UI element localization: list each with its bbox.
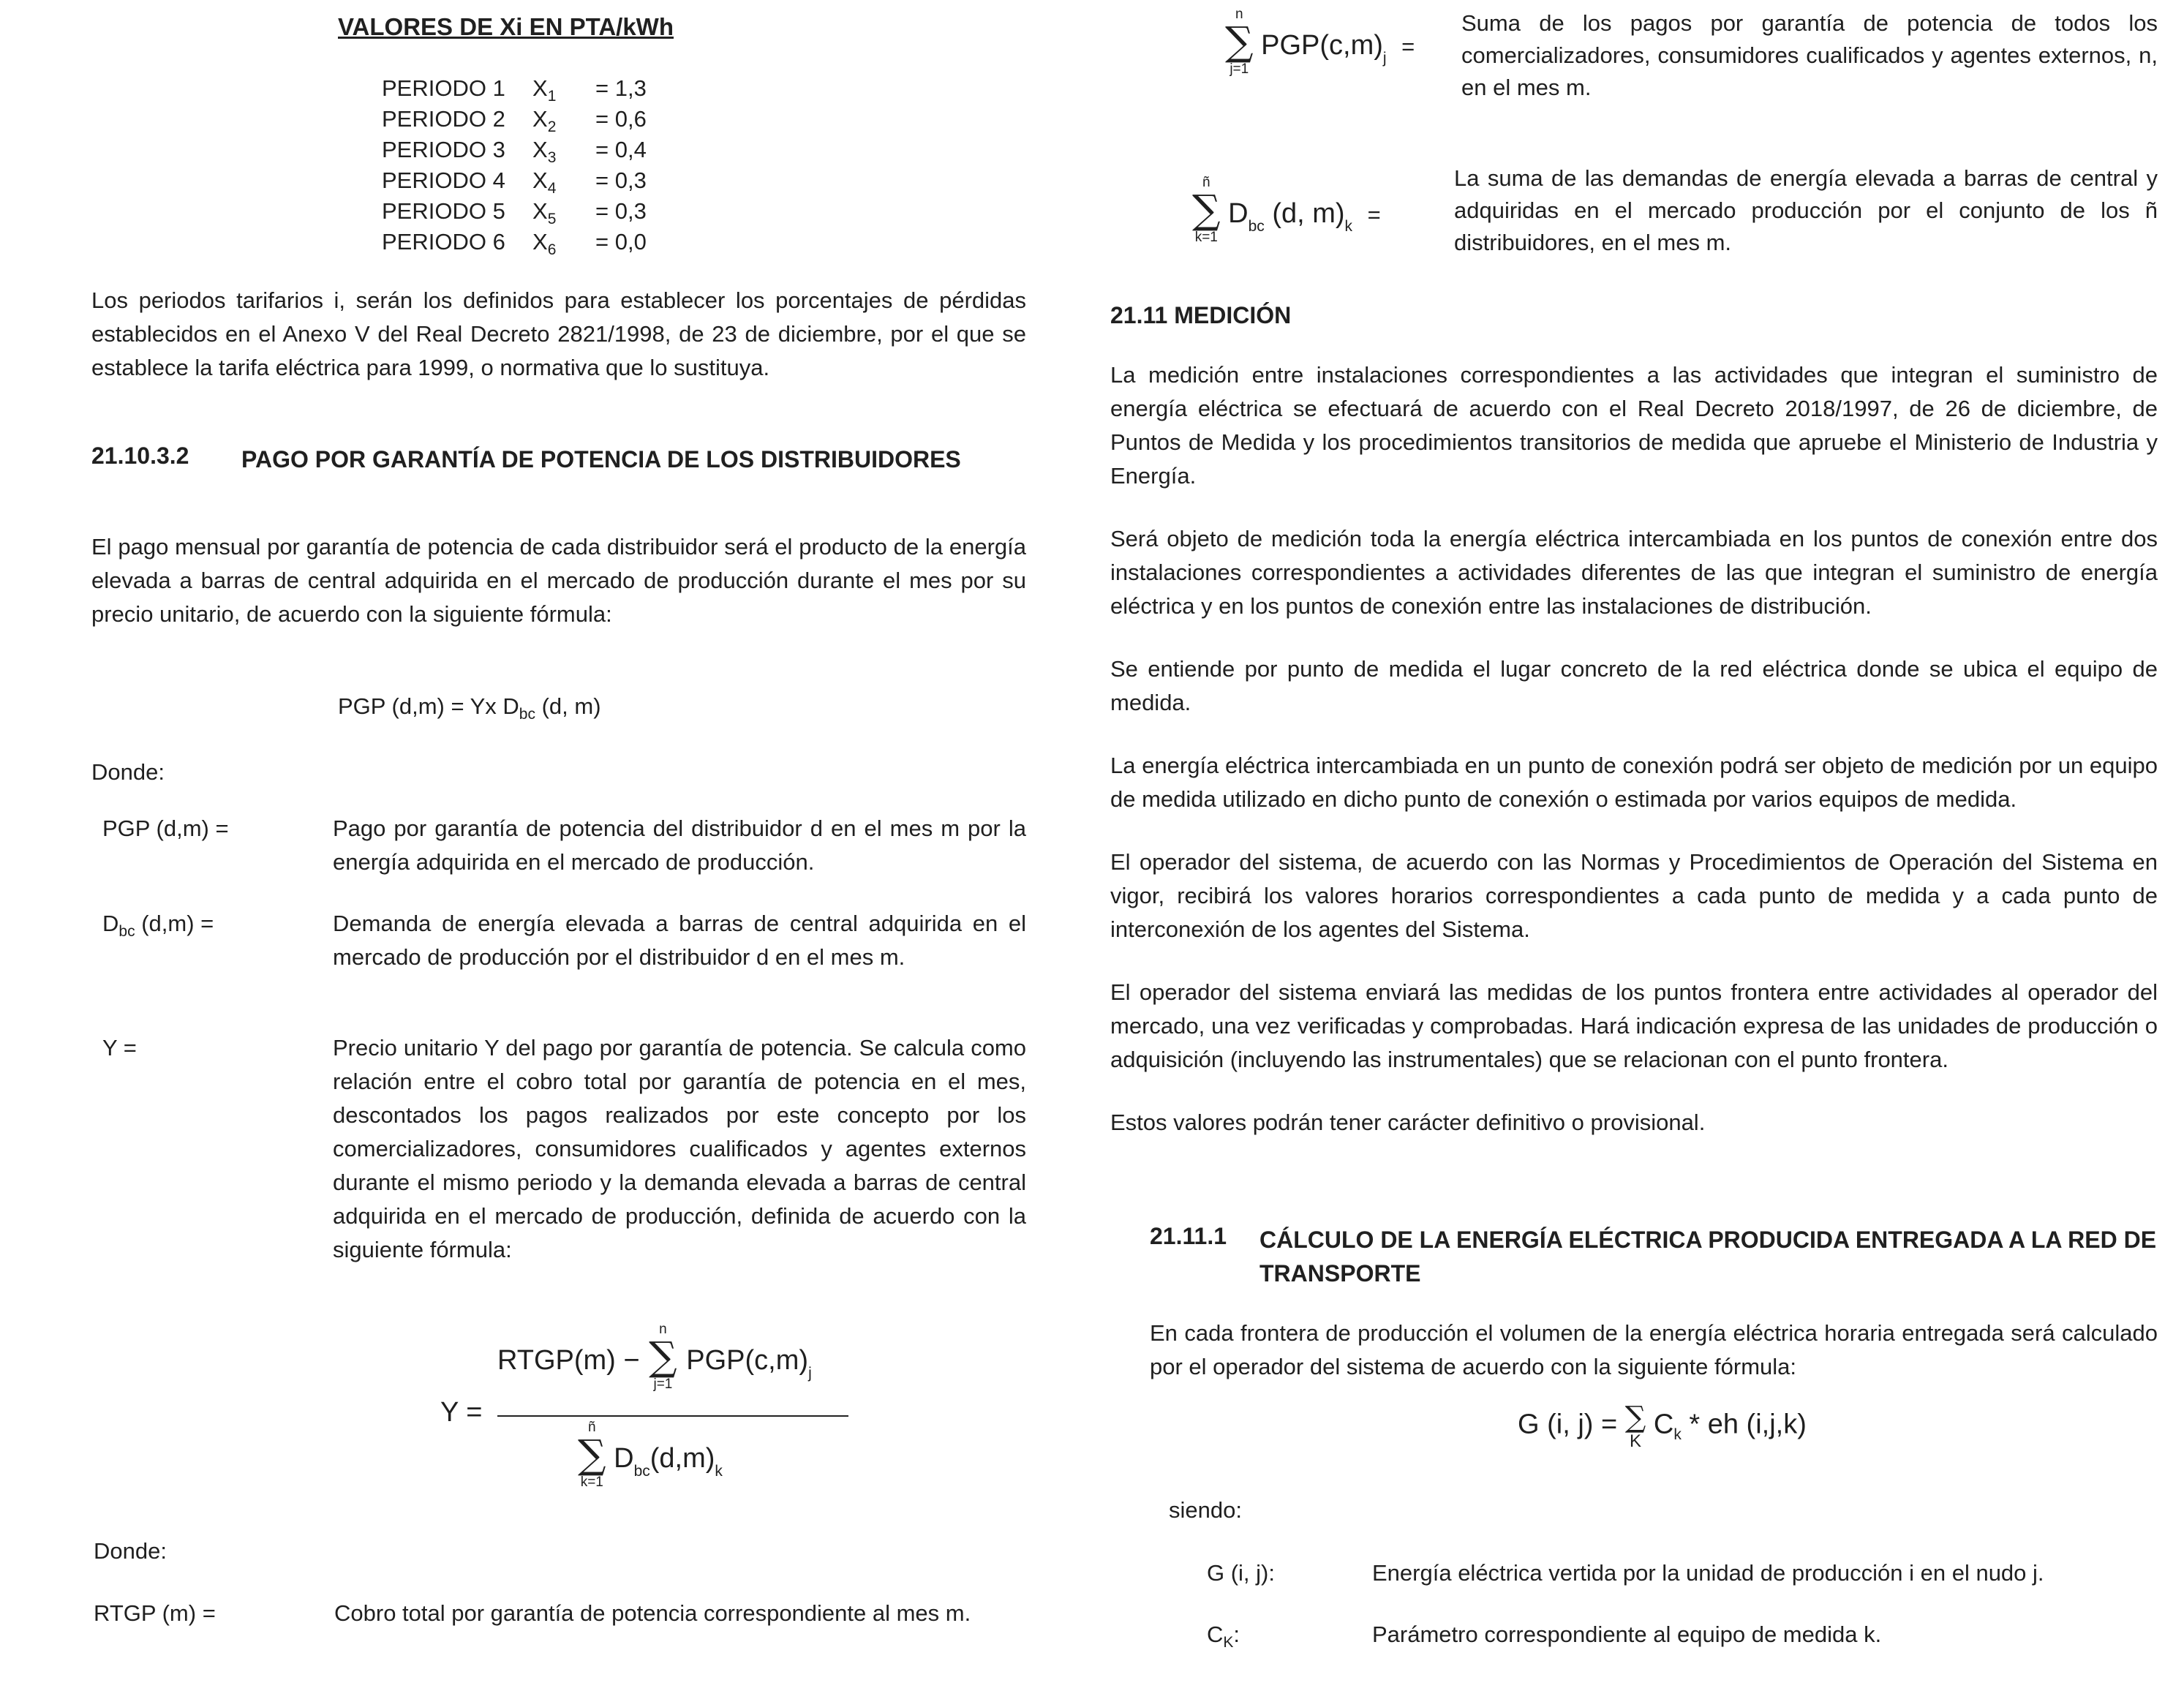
period-x-index: 5 bbox=[547, 211, 557, 228]
section-title: PAGO POR GARANTÍA DE POTENCIA DE LOS DISTRIBUIDORES bbox=[241, 446, 961, 472]
period-x-index: 3 bbox=[547, 149, 557, 167]
siendo-label: siendo: bbox=[1169, 1497, 1242, 1523]
medicion-paragraphs bbox=[1110, 358, 2158, 1140]
def-term-dbc: $D_{bc}$ (d,m) = bbox=[102, 911, 214, 941]
subsection-number: 21.11.1 bbox=[1150, 1223, 1227, 1249]
paragraph-2: Será objeto de medición toda la energía eléctrica intercambiada en los puntos de conexión entre dos instalaciones correspondientes a actividades diferentes de las que integran el suministro de energía eléctrica y en los puntos de conexión entre las instalaciones de distribución. bbox=[1110, 526, 2158, 619]
frac-lhs: Y = bbox=[440, 1397, 483, 1428]
def-desc-pgp: Pago por garantía de potencia del distribuidor d en el mes m por la energía adquirida en el mercado de producción. bbox=[333, 816, 1026, 875]
paragraph-tariff-periods: Los periodos tarifarios i, serán los definidos para establecer los porcentajes de pérdidas establecidos en el Anexo V del Real Decreto 2821/1998, de 23 de diciembre, por el que se establece la tarifa eléctrica para 1999, o normativa que lo sustituya. bbox=[91, 287, 1026, 380]
paragraph-5: El operador del sistema, de acuerdo con las Normas y Procedimientos de Operación del Sistema en vigor, recibirá los valores horarios correspondientes a cada punto de medida y a cada punto de interconexión de los agentes del Sistema. bbox=[1110, 849, 2158, 942]
def-desc-y: Precio unitario Y del pago por garantía de potencia. Se calcula como relación entre el cobro total por garantía de potencia en el mes, descontados los pagos realizados por este concepto por los comercializadores, consumidores cualificados y agentes externos durante el mismo periodo y la demanda elevada a barras de central adquirida en el mercado de producción, definida de acuerdo con la siguiente fórmula: bbox=[333, 1035, 1026, 1262]
table-title: VALORES DE Xi EN PTA/kWh bbox=[338, 13, 674, 40]
paragraph-4: La energía eléctrica intercambiada en un punto de conexión podrá ser objeto de medición por un equipo de medida utilizado en dicho punto de conexión o estimada por varios equipos de medida. bbox=[1110, 753, 2158, 812]
period-x: X bbox=[532, 229, 548, 255]
period-label: PERIODO 2 bbox=[382, 106, 505, 132]
period-x-index: 2 bbox=[547, 118, 557, 136]
def-term-y: Y = bbox=[102, 1035, 137, 1061]
def-desc-rtgp: Cobro total por garantía de potencia correspondiente al mes m. bbox=[334, 1600, 971, 1626]
period-label: PERIODO 1 bbox=[382, 75, 505, 101]
fraction-bar bbox=[497, 1415, 848, 1417]
period-x: X bbox=[532, 137, 548, 162]
period-x: X bbox=[532, 106, 548, 132]
period-label: PERIODO 4 bbox=[382, 167, 505, 193]
period-label: PERIODO 5 bbox=[382, 198, 505, 224]
def-term-g: G (i, j): bbox=[1207, 1560, 1275, 1586]
period-x: X bbox=[532, 75, 548, 101]
formula-pgp: PGP (d,m) = Yx $D_{bc}$ (d, m) bbox=[338, 693, 601, 723]
period-x-index: 1 bbox=[547, 88, 557, 105]
period-x: X bbox=[532, 198, 548, 224]
def-desc-ck: Parámetro correspondiente al equipo de medida k. bbox=[1372, 1622, 1882, 1647]
paragraph-3: Se entiende por punto de medida el lugar concreto de la red eléctrica donde se ubica el equipo de medida. bbox=[1110, 656, 2158, 715]
subsection-title: CÁLCULO DE LA ENERGÍA ELÉCTRICA PRODUCIDA ENTREGADA A LA RED DE TRANSPORTE bbox=[1259, 1227, 2157, 1287]
period-value: = 0,4 bbox=[595, 137, 647, 162]
period-label: PERIODO 6 bbox=[382, 229, 505, 255]
period-x-index: 6 bbox=[547, 241, 557, 259]
def-term-rtgp: RTGP (m) = bbox=[94, 1600, 216, 1626]
period-value: = 0,3 bbox=[595, 167, 647, 193]
formula-g: G (i, j) = ∑ K $C_k$ * eh (i,j,k) bbox=[1518, 1401, 1807, 1451]
paragraph-monthly-payment: El pago mensual por garantía de potencia de cada distribuidor será el producto de la energía elevada a barras de central adquirida en el mercado de producción durante el mes por su precio unitario, de acuerdo con la siguiente fórmula: bbox=[91, 534, 1026, 627]
period-value: = 1,3 bbox=[595, 75, 647, 101]
formula-y-fraction bbox=[440, 1322, 850, 1505]
period-variable bbox=[532, 227, 556, 265]
def-term-ck: $C_K$: bbox=[1207, 1622, 1240, 1652]
period-value: = 0,0 bbox=[595, 229, 647, 255]
period-value: = 0,6 bbox=[595, 106, 647, 132]
frac-denominator: ñ ∑ k=1 $D_{bc}(d,m)_k$ bbox=[578, 1420, 723, 1490]
subsection-paragraph: En cada frontera de producción el volumen de la energía eléctrica horaria entregada será calculado por el operador del sistema de acuerdo con la siguiente fórmula: bbox=[1150, 1320, 2158, 1379]
paragraph-6: El operador del sistema enviará las medidas de los puntos frontera entre actividades al operador del mercado, una vez verificadas y comprobadas. Hará indicación expresa de las unidades de producción o adquisición (incluyendo las instrumentales) que se relacionan con el punto frontera. bbox=[1110, 979, 2158, 1072]
section-title-medicion: 21.11 MEDICIÓN bbox=[1110, 302, 1292, 328]
sum-pgp-formula: n ∑ j=1 $PGP(c,m)_j$ = bbox=[1225, 7, 1415, 77]
sum-dbc-desc: La suma de las demandas de energía elevada a barras de central y adquiridas en el mercado producción por el conjunto de los ñ distribuidores, en el mes m. bbox=[1454, 165, 2158, 255]
donde-label-2: Donde: bbox=[94, 1538, 167, 1564]
def-desc-g: Energía eléctrica vertida por la unidad de producción i en el nudo j. bbox=[1372, 1560, 2044, 1586]
donde-label: Donde: bbox=[91, 759, 165, 785]
frac-numerator: RTGP(m) − n ∑ j=1 $PGP(c,m)_j$ bbox=[497, 1322, 812, 1392]
def-term-pgp: PGP (d,m) = bbox=[102, 816, 229, 841]
sum-pgp-desc: Suma de los pagos por garantía de potencia de todos los comercializadores, consumidores cualificados y agentes externos, n, en el mes m. bbox=[1461, 10, 2158, 100]
period-label: PERIODO 3 bbox=[382, 137, 505, 162]
def-desc-dbc: Demanda de energía elevada a barras de central adquirida en el mercado de producción por el distribuidor d en el mes m. bbox=[333, 911, 1026, 970]
period-x: X bbox=[532, 167, 548, 193]
section-number: 21.10.3.2 bbox=[91, 442, 189, 469]
paragraph-1: La medición entre instalaciones correspondientes a las actividades que integran el suministro de energía eléctrica se efectuará de acuerdo con el Real Decreto 2018/1997, de 26 de diciembre, de Puntos de Medida y los procedimientos transitorios de medida que apruebe el Ministerio de Industria y Energía. bbox=[1110, 362, 2158, 489]
sum-dbc-formula: ñ ∑ k=1 $D_{bc}$ (d, $m)_k$ = bbox=[1192, 175, 1381, 245]
paragraph-7: Estos valores podrán tener carácter definitivo o provisional. bbox=[1110, 1110, 1706, 1135]
period-x-index: 4 bbox=[547, 180, 557, 197]
period-value: = 0,3 bbox=[595, 198, 647, 224]
